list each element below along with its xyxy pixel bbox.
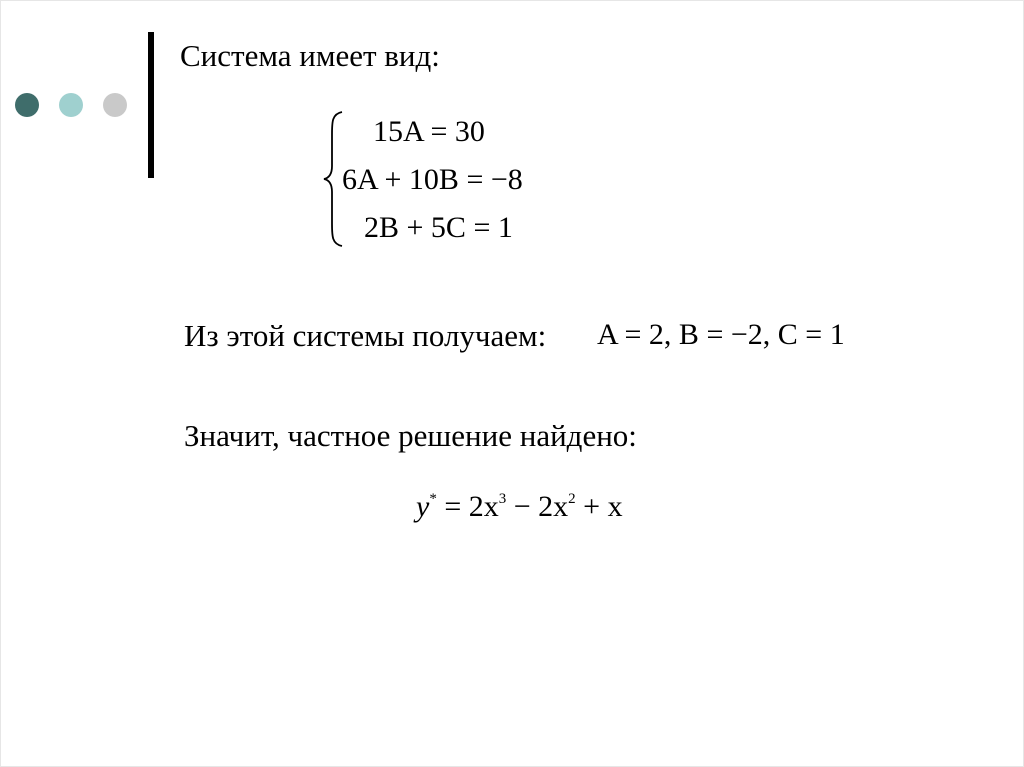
solution-term2: − 2x — [506, 490, 569, 523]
solution-lhs-sup: * — [429, 491, 437, 507]
result-label: Из этой системы получаем: — [184, 318, 547, 353]
result-values: A = 2, B = −2, C = 1 — [597, 318, 845, 351]
decor-dot-mid — [59, 93, 83, 117]
solution-lhs: y — [416, 490, 430, 523]
solution-sup2: 2 — [568, 491, 576, 507]
title-accent-bar — [148, 32, 154, 178]
equation-3: 2B + 5C = 1 — [364, 211, 513, 244]
equation-1: 15A = 30 — [373, 115, 485, 148]
decor-dot-dark — [15, 93, 39, 117]
conclusion-text: Значит, частное решение найдено: — [184, 418, 637, 453]
particular-solution — [416, 492, 623, 522]
decor-dot-light — [103, 93, 127, 117]
solution-sup1: 3 — [498, 491, 507, 507]
equation-2: 6A + 10B = −8 — [342, 163, 523, 196]
slide-title: Система имеет вид: — [180, 38, 440, 73]
solution-term3: + x — [575, 490, 623, 523]
solution-term1: = 2x — [436, 490, 499, 523]
